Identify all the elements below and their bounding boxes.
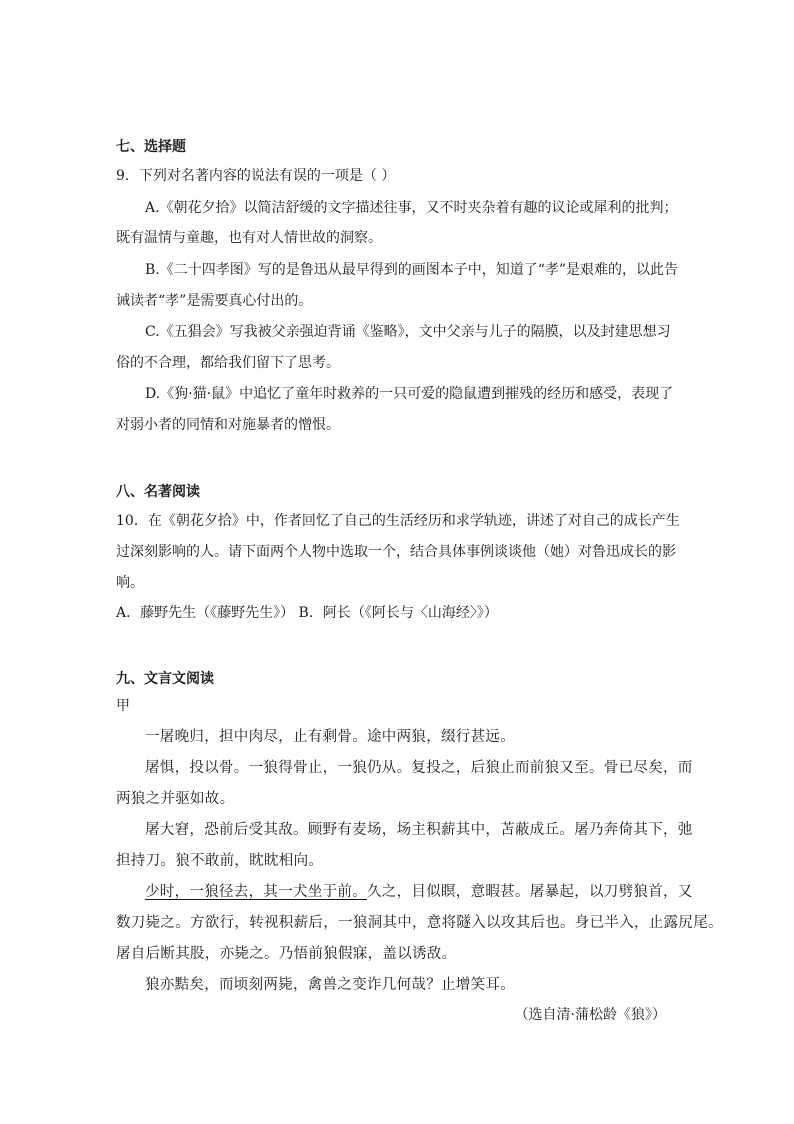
section-7-heading: 七、选择题: [116, 139, 186, 155]
passage-line-6-rest: 久之，目似瞑，意暇甚。屠暴起，以刀劈狼首，又: [367, 884, 693, 900]
option-a-line-2: 既有温情与童趣，也有对人情世故的洞察。: [116, 230, 382, 246]
option-b-line-2: 诫读者“孝”是需要真心付出的。: [116, 293, 313, 309]
passage-line-2: 屠惧，投以骨。一狼得骨止，一狼仍从。复投之，后狼止而前狼又至。骨已尽矣，而: [145, 760, 693, 776]
passage-line-4: 屠大窘，恐前后受其敌。顾野有麦场，场主积薪其中，苫蔽成丘。屠乃奔倚其下，弛: [145, 822, 693, 838]
question-10-line-1: 10．在《朝花夕拾》中，作者回忆了自己的生活经历和求学轨迹，讲述了对自己的成长产生: [116, 513, 680, 529]
passage-line-5: 担持刀。狼不敢前，眈眈相向。: [116, 853, 324, 869]
passage-label: 甲: [116, 698, 130, 714]
question-10-choices: A．藤野先生（《藤野先生》） B．阿长（《阿长与〈山海经〉》）: [116, 605, 498, 621]
passage-line-6: [145, 882, 693, 902]
option-c-line-2: 俗的不合理，都给我们留下了思考。: [116, 355, 340, 371]
option-c-line-1: C.《五猖会》写我被父亲强迫背诵《鉴略》，文中父亲与儿子的隔膜，以及封建思想习: [145, 324, 671, 340]
section-8-heading: 八、名著阅读: [116, 484, 200, 500]
option-b-line-1: B.《二十四孝图》写的是鲁迅从最早得到的画图本子中，知道了“孝”是艰难的，以此告: [145, 262, 679, 278]
passage-line-8: 屠自后断其股，亦毙之。乃悟前狼假寐，盖以诱敌。: [116, 946, 457, 962]
passage-source: （选自清·蒲松龄《狼》）: [514, 1007, 666, 1023]
option-d-line-1: D.《狗·猫·鼠》中追忆了童年时救养的一只可爱的隐鼠遭到摧残的经历和感受，表现了: [145, 386, 674, 402]
section-9-heading: 九、文言文阅读: [116, 671, 214, 687]
question-10-line-2: 过深刻影响的人。请下面两个人物中选取一个，结合具体事例谈谈他（她）对鲁迅成长的影: [116, 544, 676, 560]
question-9: 9．下列对名著内容的说法有误的一项是（ ）: [116, 168, 396, 184]
option-d-line-2: 对弱小者的同情和对施暴者的憎恨。: [116, 417, 340, 433]
passage-line-7: 数刀毙之。方欲行，转视积薪后，一狼洞其中，意将隧入以攻其后也。身已半入，止露尻尾。: [116, 915, 723, 931]
passage-line-1: 一屠晚归，担中肉尽，止有剩骨。途中两狼，缀行甚远。: [145, 729, 515, 745]
option-a-line-1: A.《朝花夕拾》以简洁舒缓的文字描述往事，又不时夹杂着有趣的议论或犀利的批判；: [145, 200, 678, 216]
question-10-line-3: 响。: [116, 575, 144, 591]
passage-line-3: 两狼之并驱如故。: [116, 791, 235, 807]
underlined-sentence: 少时，一狼径去，其一犬坐于前。: [145, 884, 367, 900]
passage-line-9: 狼亦黠矣，而顷刻两毙，禽兽之变诈几何哉？止增笑耳。: [145, 977, 515, 993]
